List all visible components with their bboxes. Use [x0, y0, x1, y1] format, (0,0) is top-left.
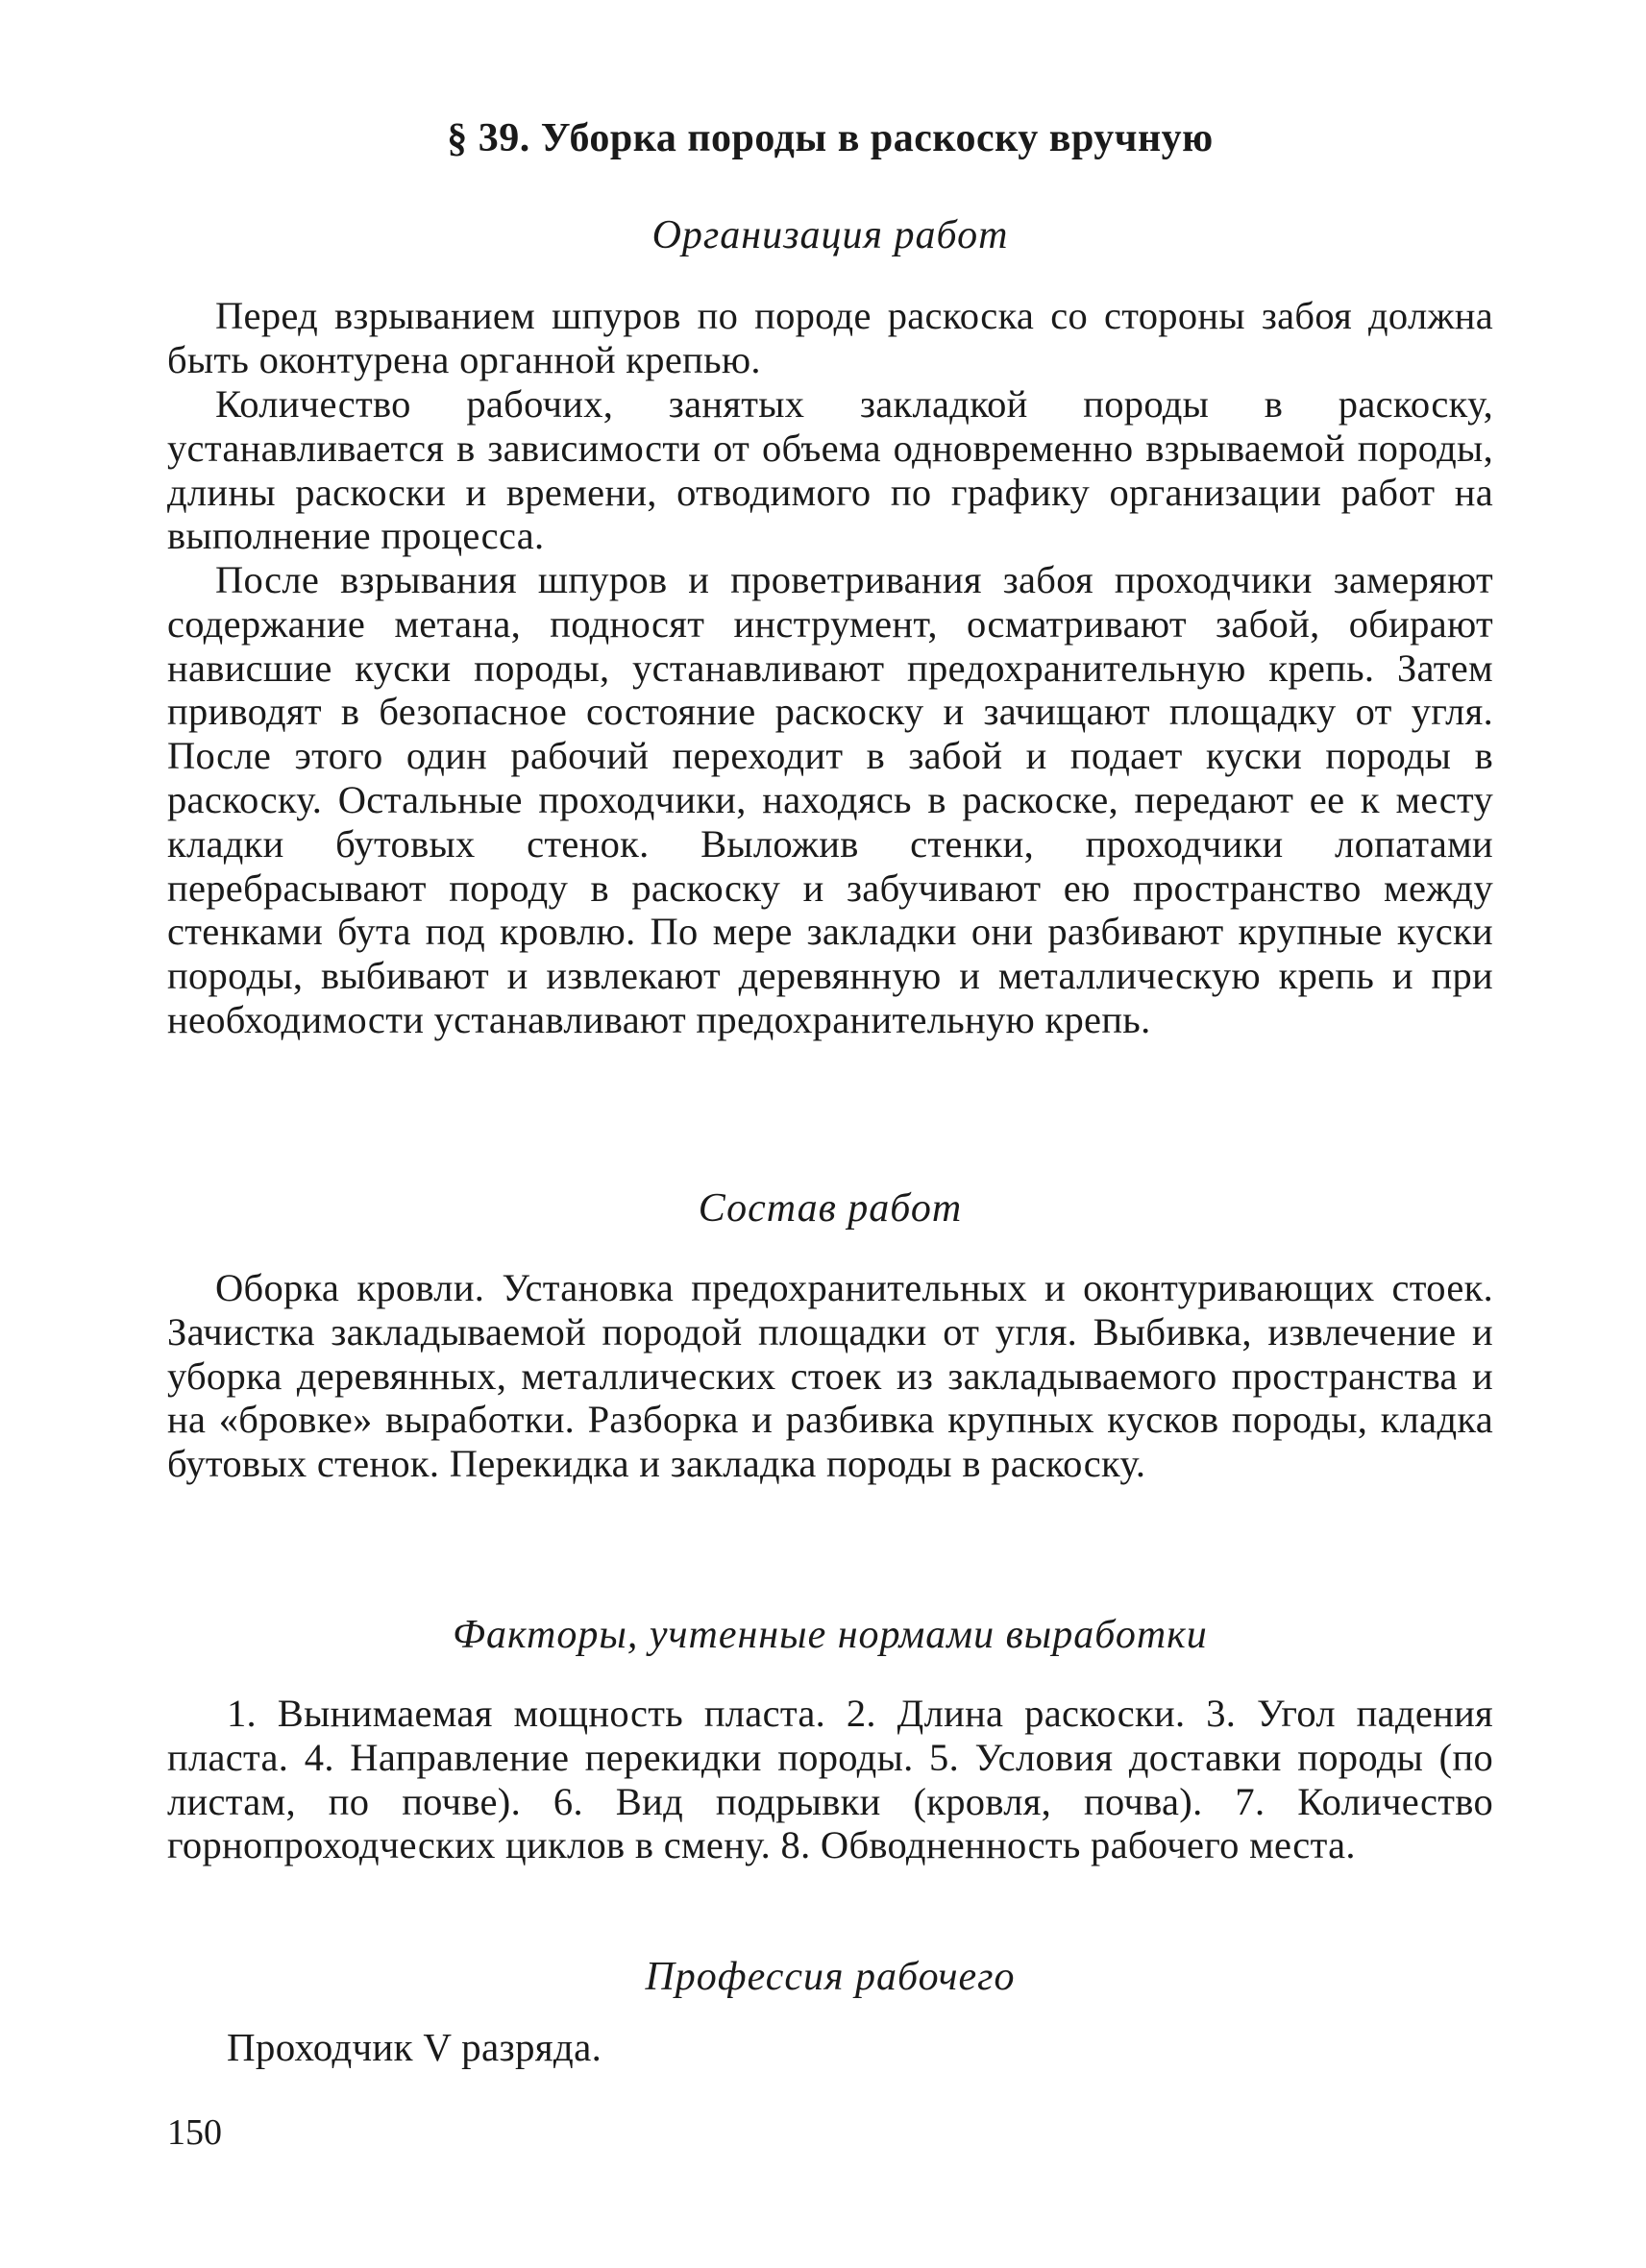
organization-paragraph-3: После взрывания шпуров и проветривания забоя проходчики замеряют содержание метана, подносят инструмент, осматривают забой, обирают нависшие куски породы, устанавливают предохранительную крепь. Затем приводят в безопасное состояние раскоску и зачищают площадку от угля. После этого один рабочий переходит в забой и подает куски породы в раскоску. Остальные проходчики, находясь в раскоске, передают ее к месту кладки бутовых стенок. Выложив стенки, проходчики лопатами перебрасывают породу в раскоску и забучивают ею пространство между стенками бута под кровлю. По мере закладки они разбивают крупные куски породы, выбивают и извлекают деревянную и металлическую крепь и при необходимости устанавливают предохранительную крепь.	[167, 558, 1493, 1041]
work-composition-heading: Состав работ	[698, 1186, 963, 1231]
profession-text: Проходчик V разряда.	[227, 2025, 602, 2069]
organization-paragraph-1: Перед взрыванием шпуров по породе раскоска со стороны забоя должна быть оконтурена органной крепью.	[167, 294, 1493, 381]
document-page	[167, 0, 1493, 2268]
page-number: 150	[167, 2112, 222, 2153]
organization-heading: Организация работ	[651, 213, 1009, 257]
factors-heading: Факторы, учтенные нормами выработки	[453, 1613, 1208, 1657]
work-composition-text: Оборка кровли. Установка предохранительных и оконтуривающих стоек. Зачистка закладываемой породой площадки от угля. Выбивка, извлечение и уборка деревянных, металлических стоек из закладываемого пространства и на «бровке» выработки. Разборка и разбивка крупных кусков породы, кладка бутовых стенок. Перекидка и закладка породы в раскоску.	[167, 1266, 1493, 1486]
organization-paragraph-2: Количество рабочих, занятых закладкой породы в раскоску, устанавливается в зависимости от объема одновременно взрываемой породы, длины раскоски и времени, отводимого по графику организации работ на выполнение процесса.	[167, 382, 1493, 558]
factors-text: 1. Вынимаемая мощность пласта. 2. Длина раскоски. 3. Угол падения пласта. 4. Направление перекидки породы. 5. Условия доставки породы (по листам, по почве). 6. Вид подрывки (кровля, почва). 7. Количество горнопроходческих циклов в смену. 8. Обводненность рабочего места.	[167, 1692, 1493, 1867]
section-title: § 39. Уборка породы в раскоску вручную	[447, 116, 1214, 160]
profession-heading: Профессия рабочего	[645, 1955, 1016, 1999]
